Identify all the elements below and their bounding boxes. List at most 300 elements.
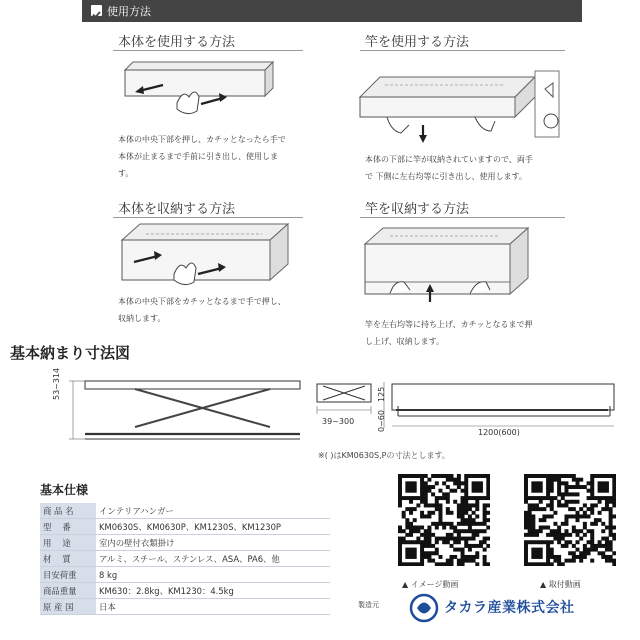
qr-module (442, 540, 446, 544)
qr-module (524, 555, 528, 559)
qr-module (524, 478, 528, 482)
qr-module (427, 514, 431, 518)
qr-module (539, 526, 543, 530)
qr-module (464, 537, 468, 541)
qr-module (416, 526, 420, 530)
qr-module (427, 485, 431, 489)
qr-module (590, 492, 594, 496)
qr-module (609, 555, 613, 559)
qr-module (535, 485, 539, 489)
qr-module (464, 555, 468, 559)
qr-module (472, 522, 476, 526)
qr-module (524, 514, 528, 518)
section-title-use-body: 本体を使用する方法 (118, 35, 236, 50)
qr-module (413, 540, 417, 544)
qr-module (605, 485, 609, 489)
qr-module (435, 540, 439, 544)
qr-module (576, 540, 580, 544)
qr-module (609, 518, 613, 522)
qr-module (605, 474, 609, 478)
qr-module (442, 492, 446, 496)
qr-module (402, 529, 406, 533)
qr-module (413, 526, 417, 530)
qr-module (427, 529, 431, 533)
qr-module (553, 522, 557, 526)
qr-module (561, 503, 565, 507)
qr-module (550, 514, 554, 518)
qr-module (409, 551, 413, 555)
qr-module (420, 474, 424, 478)
qr-module (402, 474, 406, 478)
qr-module (424, 474, 428, 478)
qr-module (601, 522, 605, 526)
qr-module (405, 548, 409, 552)
qr-module (531, 507, 535, 511)
qr-module (468, 555, 472, 559)
qr-module (531, 514, 535, 518)
qr-module (431, 533, 435, 537)
qr-module (568, 533, 572, 537)
qr-module (420, 548, 424, 552)
qr-module (594, 518, 598, 522)
qr-module (564, 474, 568, 478)
qr-module (475, 489, 479, 493)
qr-module (464, 559, 468, 563)
qr-module (457, 478, 461, 482)
qr-module (550, 555, 554, 559)
qr-module (405, 496, 409, 500)
qr-module (546, 526, 550, 530)
qr-module (457, 537, 461, 541)
qr-module (524, 562, 528, 566)
divider (360, 217, 565, 218)
qr-module (457, 481, 461, 485)
qr-module (427, 489, 431, 493)
qr-module (572, 551, 576, 555)
qr-module (450, 559, 454, 563)
qr-module (446, 485, 450, 489)
qr-module (546, 548, 550, 552)
qr-module (475, 507, 479, 511)
qr-module (420, 496, 424, 500)
qr-module (457, 562, 461, 566)
qr-module (612, 551, 616, 555)
qr-module (572, 474, 576, 478)
qr-module (535, 503, 539, 507)
qr-module (457, 529, 461, 533)
maker-label: 製造元 (358, 601, 379, 609)
qr-module (405, 489, 409, 493)
qr-module (486, 526, 490, 530)
qr-module (531, 555, 535, 559)
table-row (40, 599, 330, 615)
qr-module (546, 481, 550, 485)
qr-module (576, 481, 580, 485)
qr-module (531, 489, 535, 493)
qr-module (442, 537, 446, 541)
qr-module (461, 503, 465, 507)
qr-module (550, 496, 554, 500)
qr-module (542, 496, 546, 500)
qr-module (413, 496, 417, 500)
qr-module (590, 540, 594, 544)
checkbox-icon (91, 5, 102, 16)
qr-module (472, 537, 476, 541)
qr-module (431, 492, 435, 496)
qr-module (416, 503, 420, 507)
qr-module (461, 559, 465, 563)
qr-module (435, 500, 439, 504)
qr-module (413, 518, 417, 522)
qr-module (446, 511, 450, 515)
qr-module (590, 481, 594, 485)
qr-module (446, 496, 450, 500)
qr-module (594, 548, 598, 552)
qr-module (472, 529, 476, 533)
qr-module (405, 540, 409, 544)
qr-module (420, 562, 424, 566)
qr-module (542, 562, 546, 566)
qr-module (398, 537, 402, 541)
qr-module (405, 526, 409, 530)
qr-caption-image-video: ▲ イメージ動画 (402, 580, 459, 589)
qr-module (453, 500, 457, 504)
qr-module (564, 492, 568, 496)
qr-module (409, 548, 413, 552)
qr-module (524, 522, 528, 526)
qr-module (535, 562, 539, 566)
qr-module (398, 526, 402, 530)
qr-module (561, 474, 565, 478)
qr-module (468, 548, 472, 552)
qr-module (472, 503, 476, 507)
qr-module (409, 511, 413, 515)
qr-module (598, 485, 602, 489)
qr-module (539, 555, 543, 559)
qr-module (539, 485, 543, 489)
qr-module (416, 537, 420, 541)
qr-module (546, 496, 550, 500)
qr-module (424, 544, 428, 548)
qr-module (612, 559, 616, 563)
qr-module (528, 474, 532, 478)
qr-module (524, 544, 528, 548)
qr-module (524, 548, 528, 552)
qr-module (590, 485, 594, 489)
qr-module (587, 496, 591, 500)
qr-module (409, 507, 413, 511)
qr-module (405, 522, 409, 526)
qr-module (420, 511, 424, 515)
qr-module (446, 474, 450, 478)
qr-module (479, 496, 483, 500)
qr-module (550, 507, 554, 511)
qr-module (579, 537, 583, 541)
qr-module (590, 559, 594, 563)
qr-module (550, 481, 554, 485)
qr-module (557, 540, 561, 544)
qr-module (427, 551, 431, 555)
qr-module (601, 544, 605, 548)
qr-module (605, 500, 609, 504)
rod-drop-label: 0~60 (377, 410, 386, 432)
qr-module (464, 507, 468, 511)
qr-module (479, 529, 483, 533)
qr-module (457, 514, 461, 518)
qr-code-install-video[interactable] (524, 474, 616, 566)
qr-module (424, 492, 428, 496)
qr-module (557, 526, 561, 530)
qr-module (431, 544, 435, 548)
spec-value: KM0630S、KM0630P、KM1230S、KM1230P (96, 519, 330, 535)
qr-module (409, 500, 413, 504)
qr-module (557, 559, 561, 563)
qr-module (398, 478, 402, 482)
qr-module (535, 481, 539, 485)
qr-module (464, 511, 468, 515)
qr-module (564, 481, 568, 485)
qr-module (457, 507, 461, 511)
front-view-drawing (55, 378, 305, 446)
qr-module (605, 544, 609, 548)
qr-module (486, 474, 490, 478)
qr-module (539, 481, 543, 485)
qr-module (446, 492, 450, 496)
qr-module (579, 514, 583, 518)
qr-module (524, 500, 528, 504)
qr-module (461, 500, 465, 504)
qr-module (405, 562, 409, 566)
qr-module (528, 511, 532, 515)
qr-module (398, 548, 402, 552)
qr-module (405, 481, 409, 485)
qr-module (531, 522, 535, 526)
qr-module (402, 514, 406, 518)
qr-module (568, 492, 572, 496)
qr-module (461, 529, 465, 533)
qr-module (535, 489, 539, 493)
qr-module (472, 474, 476, 478)
qr-module (550, 503, 554, 507)
qr-module (598, 496, 602, 500)
qr-module (572, 485, 576, 489)
qr-module (564, 544, 568, 548)
qr-module (609, 500, 613, 504)
qr-module (579, 507, 583, 511)
dimension-note: ※( )はKM0630S,Pの寸法とします。 (318, 451, 450, 460)
qr-module (557, 474, 561, 478)
qr-module (561, 562, 565, 566)
qr-module (609, 496, 613, 500)
qr-module (546, 551, 550, 555)
qr-module (546, 489, 550, 493)
qr-module (442, 481, 446, 485)
qr-module (424, 500, 428, 504)
qr-module (550, 540, 554, 544)
qr-module (479, 544, 483, 548)
qr-module (468, 559, 472, 563)
qr-module (461, 555, 465, 559)
qr-module (464, 529, 468, 533)
qr-code-image-video[interactable] (398, 474, 490, 566)
qr-module (546, 555, 550, 559)
qr-module (446, 522, 450, 526)
qr-module (409, 529, 413, 533)
qr-module (531, 518, 535, 522)
qr-module (450, 478, 454, 482)
qr-module (609, 511, 613, 515)
qr-module (601, 507, 605, 511)
qr-module (587, 507, 591, 511)
qr-module (483, 518, 487, 522)
qr-module (539, 507, 543, 511)
qr-module (546, 478, 550, 482)
qr-module (427, 537, 431, 541)
qr-module (609, 559, 613, 563)
qr-module (424, 537, 428, 541)
qr-module (446, 562, 450, 566)
qr-module (483, 503, 487, 507)
section-header-title: 使用方法 (107, 5, 151, 18)
qr-module (553, 529, 557, 533)
qr-module (553, 474, 557, 478)
qr-module (438, 562, 442, 566)
qr-module (557, 500, 561, 504)
qr-module (427, 544, 431, 548)
qr-module (486, 492, 490, 496)
qr-module (564, 489, 568, 493)
qr-module (579, 551, 583, 555)
qr-module (486, 537, 490, 541)
qr-module (427, 526, 431, 530)
qr-module (424, 485, 428, 489)
qr-module (453, 526, 457, 530)
qr-module (405, 555, 409, 559)
qr-module (590, 503, 594, 507)
qr-module (542, 507, 546, 511)
spec-value: KM630：2.8kg、KM1230：4.5kg (96, 583, 330, 599)
qr-module (583, 526, 587, 530)
qr-module (550, 562, 554, 566)
qr-module (576, 518, 580, 522)
spec-value: インテリアハンガー (96, 503, 330, 519)
qr-module (576, 529, 580, 533)
qr-module (601, 496, 605, 500)
qr-module (524, 481, 528, 485)
spec-value: 8 kg (96, 567, 330, 583)
qr-module (598, 481, 602, 485)
section-title-store-rod: 竿を収納する方法 (365, 202, 470, 217)
qr-module (568, 485, 572, 489)
qr-module (583, 544, 587, 548)
qr-module (612, 481, 616, 485)
qr-module (475, 500, 479, 504)
qr-module (438, 518, 442, 522)
qr-module (535, 540, 539, 544)
qr-module (590, 529, 594, 533)
qr-module (572, 492, 576, 496)
qr-module (409, 496, 413, 500)
qr-module (568, 559, 572, 563)
qr-module (416, 474, 420, 478)
qr-module (561, 496, 565, 500)
qr-module (450, 533, 454, 537)
qr-module (553, 559, 557, 563)
qr-module (475, 562, 479, 566)
qr-module (605, 555, 609, 559)
qr-module (424, 496, 428, 500)
qr-module (587, 540, 591, 544)
qr-module (475, 529, 479, 533)
qr-module (475, 555, 479, 559)
qr-module (457, 511, 461, 515)
qr-module (598, 518, 602, 522)
qr-module (479, 481, 483, 485)
qr-module (446, 507, 450, 511)
qr-module (468, 537, 472, 541)
qr-module (479, 474, 483, 478)
qr-module (542, 526, 546, 530)
qr-module (601, 474, 605, 478)
qr-module (413, 529, 417, 533)
qr-module (612, 526, 616, 530)
qr-module (483, 562, 487, 566)
qr-module (524, 511, 528, 515)
divider (113, 217, 303, 218)
use-body-illustration (115, 58, 305, 128)
qr-module (609, 507, 613, 511)
qr-module (442, 522, 446, 526)
qr-module (420, 544, 424, 548)
qr-module (413, 485, 417, 489)
qr-module (398, 562, 402, 566)
qr-module (539, 529, 543, 533)
qr-module (550, 533, 554, 537)
qr-module (483, 555, 487, 559)
qr-module (457, 559, 461, 563)
qr-module (546, 503, 550, 507)
qr-module (572, 559, 576, 563)
width-label: 1200(600) (478, 428, 520, 437)
description-store-body: 本体の中央下部をカチッとなるまで手で押し、 収納します。 (118, 297, 286, 323)
spec-table (40, 503, 330, 615)
qr-module (587, 514, 591, 518)
qr-module (427, 555, 431, 559)
spec-key: 用 途 (40, 535, 96, 551)
qr-module (457, 548, 461, 552)
spec-key: 材 質 (40, 551, 96, 567)
qr-module (609, 522, 613, 526)
qr-module (550, 474, 554, 478)
store-body-illustration (112, 222, 307, 297)
qr-module (413, 489, 417, 493)
qr-module (398, 496, 402, 500)
qr-module (431, 485, 435, 489)
section-header-bar (82, 0, 582, 22)
height-125-label: 125 (377, 386, 386, 402)
qr-module (398, 529, 402, 533)
side-view-drawing (313, 380, 373, 420)
qr-module (450, 555, 454, 559)
qr-module (442, 562, 446, 566)
qr-module (539, 551, 543, 555)
dimension-title: 基本納まり寸法図 (10, 344, 131, 362)
qr-module (468, 507, 472, 511)
qr-module (598, 540, 602, 544)
qr-module (420, 478, 424, 482)
qr-module (438, 496, 442, 500)
qr-module (594, 544, 598, 548)
